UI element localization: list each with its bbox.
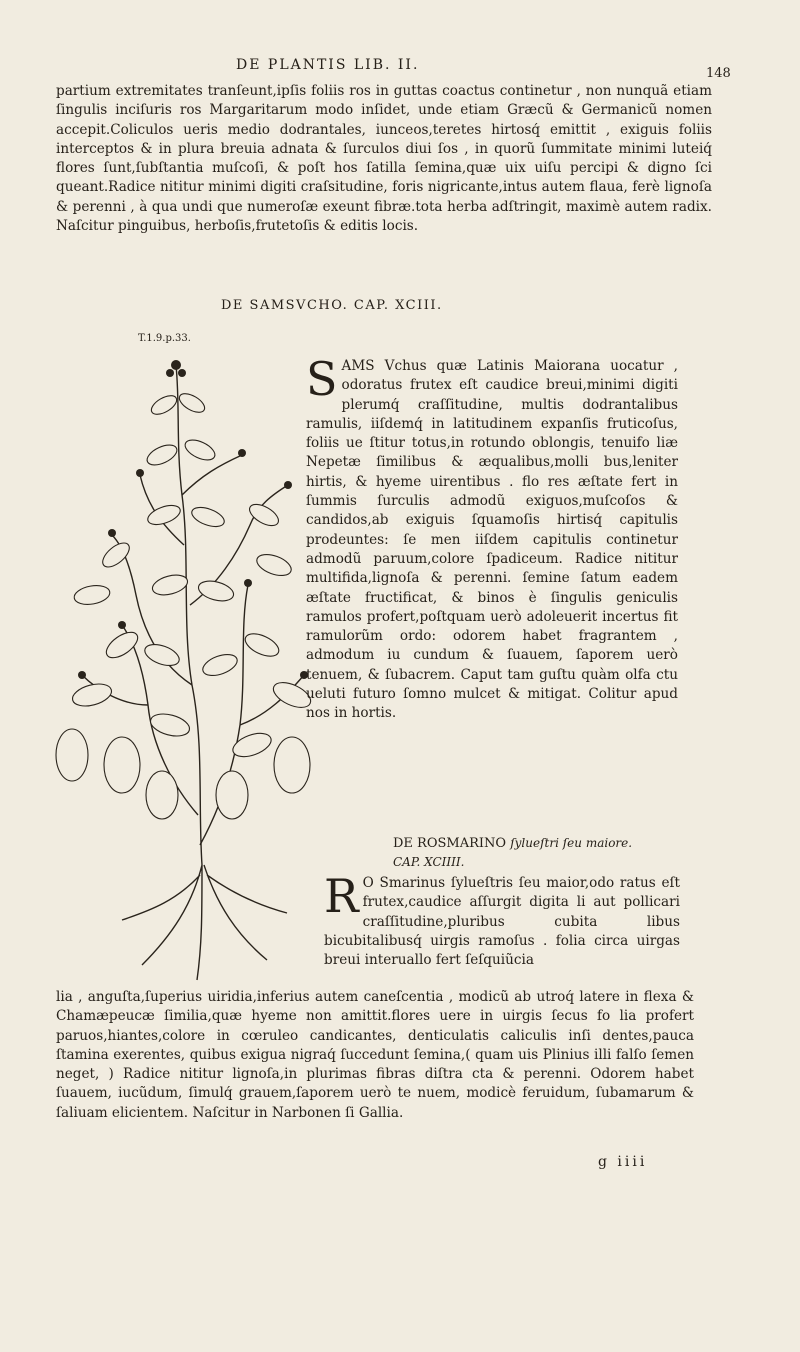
dropcap-s: S <box>306 352 338 406</box>
rosmarino-cap: CAP. XCIIII. <box>393 855 465 869</box>
marjoram-plant-illustration <box>52 345 344 985</box>
section-heading-rosmarino <box>393 834 632 872</box>
dropcap-r: R <box>324 869 359 923</box>
samsucho-body: AMS Vchus quæ Latinis Maiorana uocatur , odoratus frutex eſt caudice breui,minimi digiti plerumq́ craſſitudine, multis dodrantalibus ramulis, iiſdemq́ in latitudinem expanſis fruticoſus, foliis ue ſtitur totus,in rotundo oblongis, tenuifo liæ Nepetæ ſimilibus & æqualibus,molli bus,leniter hirtis, & hyeme uirentibus . flo res æſtate fert in ſummis ſurculis admodũ exiguos,muſcoſos & candidos,ab exiguis ſquamoſis hirtisq́ capitulis prodeuntes: ſe men iiſdem capitulis continetur admodũ paruum,colore ſpadiceum. Radice nititur multifida,lignoſa & perenni. ſemine ſatum eadem æſtate fructificat, & binos è ſingulis geniculis ramulos profert,poſtquam uerò adoleuerit incertus fit ramulorũm ordo: odorem habet fragrantem , admodum iu cundum & ſuauem, ſaporem uerò tenuem, & ſubacrem. Caput tam guſtu quàm olfa ctu ueluti futuro ſomno mulcet & mitigat. Colitur apud nos in hortis. <box>306 358 678 722</box>
rosmarino-text <box>324 869 680 970</box>
intro-paragraph: partium extremitates tranſeunt,ipſis foliis ros in guttas coactus continetur , non nunquã etiam ſingulis inciſuris ros Margaritarum modo inſidet, unde etiam Græcũ & Germanicũ nomen accepit.Coliculos ueris medio dodrantales, iunceos,teretes hirtosq́ emittit , exiguis foliis interceptos & in plura breuia adnata & ſurculos diui ſos , in quorũ ſummitate minimi luteiq́ flores ſunt,ſubſtantia muſcoſi, & poſt hos ſatilla ſemina,quæ uix uiſu percipi & digno ſci queant.Radice nititur minimi digiti craſsitudine, foris nigricante,intus autem flaua, ferè lignoſa & perenni , à qua undi que numeroſæ exeunt fibræ.tota herba adſtringit, maximè autem radix. Naſcitur pinguibus, herboſis,frutetoſis & editis locis. <box>56 83 712 235</box>
rosmarino-body: O Smarinus ſylueſtris ſeu maior,odo ratus eſt frutex,caudice aſſurgit digita li aut pollicari craſſitudine,pluribus cubita libus bicubitalibusq́ uirgis ramoſus . folia circa uirgas breui interuallo fert ſeſquiũcia <box>324 875 680 969</box>
rosmarino-title: DE ROSMARINO <box>393 836 507 851</box>
running-head: DE PLANTIS LIB. II. <box>236 57 420 73</box>
figure-caption: T.1.9.p.33. <box>138 333 191 344</box>
folio-number: 148 <box>706 66 731 81</box>
section-heading-samsucho: DE SAMSVCHO. CAP. XCIII. <box>221 298 443 313</box>
rosmarino-subtitle: ſylueſtri ſeu maiore. <box>510 836 633 850</box>
samsucho-text <box>306 352 678 724</box>
rosmarino-continuation: lia , anguſta,ſuperius uiridia,inferius autem caneſcentia , modicũ ab utroq́ latere in flexa & Chamæpeucæ ſimilia,quæ hyeme non amittit.flores uere in uirgis ſecus fo lia profert paruos,hiantes,colore in cœruleo candicantes, denticulatis caliculis inſi dentes,pauca ſtamina exerentes, quibus exigua nigraq́ ſuccedunt ſemina,( quam uis Plinius illi falſo ſemen neget, ) Radice nititur lignoſa,in plurimas fibras diſtra cta & perenni. Odorem habet ſuauem, iucũdum, ſimulq́ grauem,ſaporem uerò te nuem, modicè feruidum, ſubamarum & ſaliuam elicientem. Naſcitur in Narbonen ſi Gallia. <box>56 989 694 1121</box>
signature-mark: g iiii <box>598 1154 648 1170</box>
